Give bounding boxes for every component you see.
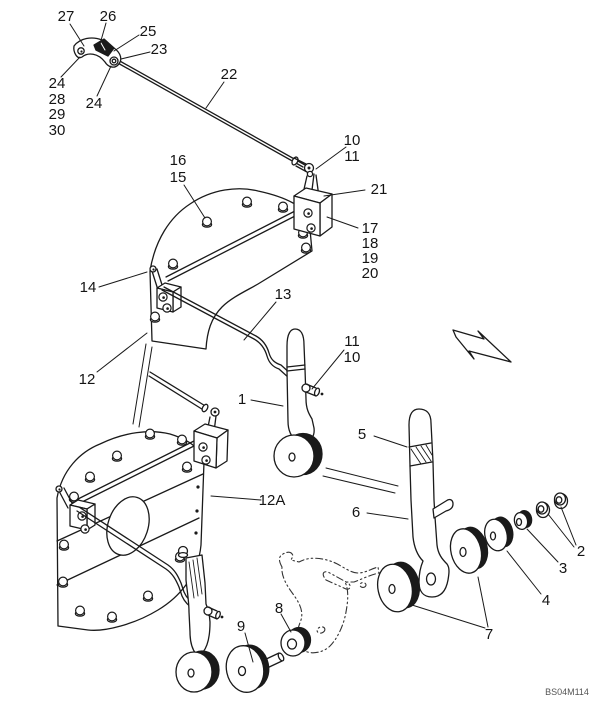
callout-11-upper: 11	[344, 148, 360, 165]
callout-6: 6	[351, 504, 361, 521]
roller-lever1	[274, 434, 322, 478]
callout-15: 15	[169, 169, 187, 186]
upper-plate-12	[150, 189, 312, 349]
callout-21: 21	[370, 181, 388, 198]
callout-23: 23	[150, 41, 168, 58]
callout-1: 1	[237, 391, 247, 408]
callout-3: 3	[558, 560, 568, 577]
callout-16: 16	[169, 152, 187, 169]
callout-8: 8	[274, 600, 284, 617]
washer-3	[513, 509, 534, 531]
callout-27: 27	[57, 8, 75, 25]
callout-14: 14	[79, 279, 97, 296]
callout-13: 13	[274, 286, 292, 303]
callout-2: 2	[576, 543, 586, 560]
rod-end-10-11-upper	[291, 156, 314, 172]
callout-30: 30	[48, 122, 66, 139]
callout-4: 4	[541, 592, 551, 609]
callout-20: 20	[361, 265, 379, 282]
pin-24-right	[110, 57, 118, 65]
lever-1	[274, 329, 322, 477]
lower-plate-12a	[57, 429, 204, 630]
callout-11-mid: 11	[344, 333, 360, 350]
callout-10-upper: 10	[343, 132, 361, 149]
callout-17: 17	[361, 220, 379, 237]
callout-25: 25	[139, 23, 157, 40]
lever-peg	[433, 500, 453, 518]
callout-28: 28	[48, 91, 66, 108]
callout-24-b: 24	[85, 95, 103, 112]
mount-bracket-23-27	[74, 38, 121, 67]
roller-8	[281, 628, 311, 657]
nut-2a	[537, 502, 550, 518]
callout-12: 12	[78, 371, 96, 388]
callout-26: 26	[99, 8, 117, 25]
callout-5: 5	[357, 426, 367, 443]
callout-7: 7	[484, 626, 494, 643]
callout-29: 29	[48, 106, 66, 123]
callout-18: 18	[361, 235, 379, 252]
direction-arrow	[453, 330, 511, 362]
callout-10-mid: 10	[343, 349, 361, 366]
callout-24-a: 24	[48, 75, 66, 92]
control-rod-22	[116, 60, 305, 167]
nut-2b	[555, 493, 568, 509]
drawing-code: BS04M114	[545, 687, 589, 697]
callout-9: 9	[236, 618, 246, 635]
disc-9	[222, 642, 285, 696]
callout-12a: 12A	[258, 492, 286, 509]
callout-22: 22	[220, 66, 238, 83]
roller-lower-lever	[176, 651, 219, 692]
callout-19: 19	[361, 250, 379, 267]
